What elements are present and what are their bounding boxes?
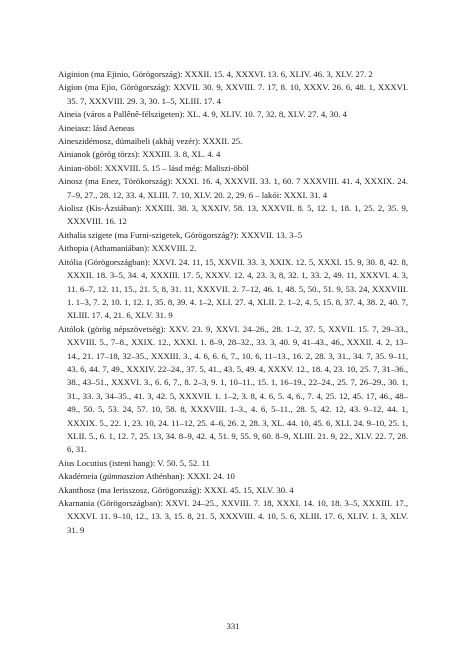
index-entry [58,323,408,457]
index-entry [58,68,408,81]
index-entry [58,148,408,161]
index-entry [58,497,408,537]
index-entry [58,242,408,255]
entry-heading: Aitólok (görög népszövetség): [58,323,166,334]
entry-heading: Ainianok (görög törzs): [58,149,141,160]
index-entry [58,256,408,323]
entry-references: XXVI. 24. 11, 15, XXVII. 33. 3, XXIX. 12. 5, XXXI. 15. 9, 30. 8, 42. 8, XXXII. 18. 3–5, 34. 4, XXXIII. 17. 5, XXXV. 12. 4, 23. 3, 8, 32. 1, 33. 2, 49. 11, XXXVI. 4. 3, 11. 6–7, 12. 11, 15., 21. 5, 8, 31. 11, XXXVII. 2. 7–12, 46. 1, 48. 5, 50., 51. 9, 53. 24, XXXVIII. 1. 1–3, 7. 2, 10. 1, 12. 1, 35. 8, 39. 4. 1–2, XLI. 27. 4, XLII. 2. 1–2, 4. 5, 15. 8, 37. 4, 38. 2, 40. 7, XLIII. 17. 4, 21. 6, XLV. 31. 9 [67,256,408,321]
entry-references: XXXIII. 3. 8, XL. 4. 4 [140,149,221,160]
page-number: 331 [226,621,240,631]
entry-heading: Aigion (ma Ejio, Görögország): [58,82,171,93]
entry-heading: Ainosz (ma Enez, Törökország): [58,176,173,187]
entry-heading: Aineiasz: [58,122,91,133]
index-entry [58,108,408,121]
entry-references: XXXVII. 13. 3–5 [238,229,303,240]
entry-references: XXXVIII. 2. [149,243,197,254]
entry-heading: Aineia (város a Pallênê-félszigeten): [58,109,185,120]
entry-heading: Aiolisz (Kis-Ázsiában): [58,203,142,214]
entry-references: XL. 4. 9, XLIV. 10. 7, 32. 8, XLV. 27. 4, 30. 4 [184,109,347,120]
index-entry [58,202,408,229]
entry-references: XXV. 23. 9, XXVI. 24–26., 28. 1–2, 37. 5, XXVII. 15. 7, 29–33., XXVIII. 5., 7–8., XXIX. 12., XXXI. 1. 8–9, 28–32., 33. 3, 40. 9, 41–43., 46., XXXII. 4. 2, 13–14., 21. 17–18, 32–35., XXXIII. 3., 4. 6, 6. 6, 7., 10. 6, 11–13., 16. 2, 28. 3, 31., 34. 7, 35. 9–11, 43. 6, 44. 7, 49., XXXIV. 22–24., 37. 5, 41., 43. 5, 49. 4, XXXV. 12., 18. 4, 23. 10, 25. 7, 31–36., 38., 43–51., XXXVI. 3., 6. 6, 7., 8. 2–3, 9. 1, 10–11., 15. 1, 16–19., 22–24., 25. 7, 26–29., 30. 1, 31., 33. 3, 34–35., 41. 3, 42. 5, XXXVII. 1. 1–2, 3. 8, 4. 6, 5. 4, 6., 7. 4, 25. 12, 45. 17, 46., 48–49., 50. 5, 53. 24, 57. 10, 58. 8, XXXVIII. 1–3., 4. 6, 5–11., 28. 5, 42. 12, 43. 9–12, 44. 1, XXXIX. 5., 22. 1, 23. 10, 24. 11–12, 25. 4–6, 26. 2, 28. 3, XL. 44. 10, 45. 6, XLI. 24. 9–10, 25. 1, XLII. 5., 6. 1, 12. 7, 25. 13, 34. 8–9, 42. 4, 51. 9, 55. 9, 60. 8–9, XLIII. 21. 9, 22., XLV. 22. 7, 28. 6, 31. [67,323,408,455]
entry-heading: Aithalia szigete (ma Furni-szigetek, Görögország?): [58,229,239,240]
entry-references: lásd Aeneas [90,122,135,133]
index-entry [58,229,408,242]
index-entry [58,175,408,202]
entry-heading: Akarnania (Görögországban): [58,498,163,508]
entry-references: XXXI. 24. 10 [184,471,235,482]
index-entry [58,135,408,148]
entry-references: XXXI. 16. 4, XXXVII. 33. 1, 60. 7 XXXVIII. 41. 4, XXXIX. 24. 7–9, 27., 28. 12, 33. 4, XLIII. 7. 10, XLV. 20. 2, 29. 6 – lakói: XXXI. 31. 4 [67,176,408,200]
index-column [58,68,408,537]
entry-references: XXXII. 25. [200,136,243,147]
entry-heading: Akadémeia (gümnaszion Athénban): [58,471,185,482]
index-entry [58,122,408,135]
entry-heading: Aineszidémosz, dümaibeli (akháj vezér): [58,136,201,147]
entry-heading: Aius Locutius (isteni hang): [58,457,156,468]
entry-references: XXVI. 24–25., XXVIII. 7. 18, XXXI. 14. 10, 18. 3–5, XXXIII. 17., XXXVI. 11. 9–10, 12., 13. 3, 15. 8, 21. 5, XXXVIII. 4. 10, 5. 6, XLIII. 17. 6, XLIV. 1. 3, XLV. 31. 9 [67,498,409,535]
index-entry [58,457,408,470]
entry-references: XXVII. 30. 9, XXVIII. 7. 17, 8. 10, XXXV. 26. 6, 48. 1, XXXVI. 35. 7, XXXVIII. 29. 3, 30. 1–5, XLIII. 17. 4 [67,82,409,106]
entry-heading: Aitólia (Görögországban): [58,256,151,267]
entry-heading: Akanthosz (ma Ierisszosz, Görögország): [58,484,202,495]
entry-references: V. 50. 5, 52. 11 [155,457,210,468]
index-entry [58,470,408,483]
entry-heading: Aiginion (ma Ejinio, Görögország): [58,69,183,79]
index-entry [58,484,408,497]
entry-references: XXXIII. 38. 3, XXXIV. 58. 13, XXXVII. 8. 5, 12. 1, 18. 1, 25. 2, 35. 9, XXXVIII. 16. 12 [67,203,408,227]
entry-heading: Aithopia (Athamaniában): [58,243,150,254]
entry-heading: Ainian-öböl: [58,162,103,173]
index-entry [58,81,408,108]
index-entry [58,162,408,175]
entry-references: XXXVIII. 5. 15 – lásd még: Maliszi-öböl [102,162,249,173]
entry-references: XXXII. 15. 4, XXXVI. 13. 6, XLIV. 46. 3, XLV. 27. 2 [182,69,373,79]
entry-references: XXXI. 45. 15, XLV. 30. 4 [201,484,294,495]
